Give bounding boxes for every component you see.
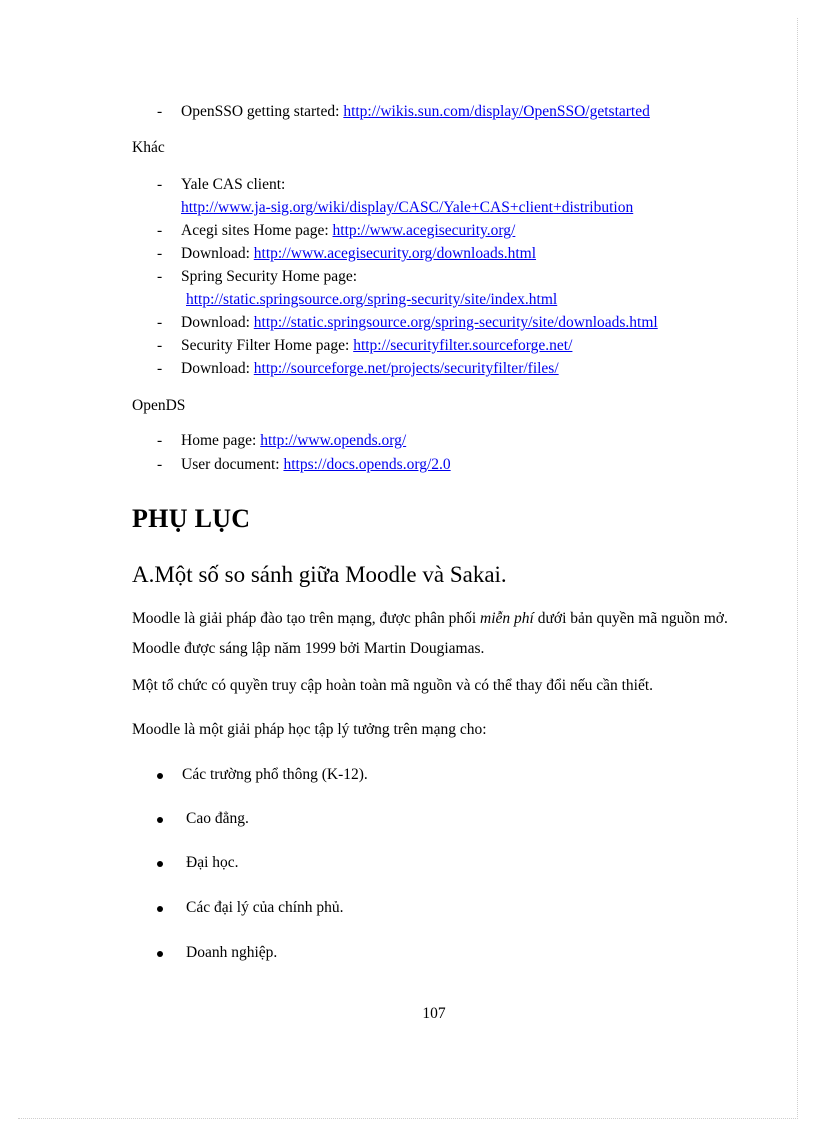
bullet-text: Doanh nghiệp. [186,944,278,961]
appendix-title: PHỤ LỤC [132,504,251,533]
dash-bullet: - [157,432,163,449]
ref-link[interactable]: https://docs.opends.org/2.0 [283,456,451,473]
ref-link[interactable]: http://www.opends.org/ [260,432,407,449]
ref-label: Download: [181,314,250,331]
ref-label: Download: [181,360,250,377]
dash-bullet: - [157,222,163,239]
dash-bullet: - [157,268,163,285]
dash-bullet: - [157,337,163,354]
bullet-text: Cao đẳng. [186,810,249,827]
dash-bullet: - [157,103,163,120]
bullet-text: Các đại lý của chính phủ. [186,899,344,916]
dash-bullet: - [157,176,163,193]
ref-label: Download: [181,245,250,262]
ref-link[interactable]: http://static.springsource.org/spring-security/site/downloads.html [253,314,658,331]
para-text: Moodle là giải pháp đào tạo trên mạng, được phân phối [132,610,481,627]
bullet-dot-icon [157,906,163,912]
ref-link[interactable]: http://securityfilter.sourceforge.net/ [353,337,573,354]
bullet-dot-icon [157,951,163,957]
bullet-dot-icon [157,773,163,779]
paragraph-moodle-audience: Moodle là một giải pháp học tập lý tưởng trên mạng cho: [132,721,487,738]
bullet-dot-icon [157,861,163,867]
ref-label: OpenSSO getting started: [181,103,340,120]
ref-link[interactable]: http://sourceforge.net/projects/securityfilter/files/ [253,360,559,377]
paragraph-moodle-intro [132,604,739,664]
dash-bullet: - [157,456,163,473]
ref-link[interactable]: http://www.acegisecurity.org/downloads.html [253,245,537,262]
paragraph-source-access: Một tổ chức có quyền truy cập hoàn toàn mã nguồn và có thể thay đổi nếu cần thiết. [132,677,654,694]
ref-label: Security Filter Home page: [181,337,350,354]
dash-bullet: - [157,360,163,377]
dash-bullet: - [157,314,163,331]
appendix-subtitle: A.Một số so sánh giữa Moodle và Sakai. [132,562,507,587]
para-text: dưới bản quyền mã nguồn mở. Moodle được sáng lập năm 1999 bởi Martin Dougiamas. [132,610,728,657]
section-heading-opends: OpenDS [132,397,186,414]
bullet-text: Các trường phổ thông (K-12). [182,766,368,783]
para-emphasis: miễn phí [480,610,534,627]
section-heading-khac: Khác [132,139,165,156]
page-number: 107 [422,1005,446,1022]
bullet-text: Đại học. [186,854,239,871]
ref-link[interactable]: http://static.springsource.org/spring-security/site/index.html [186,291,558,308]
bullet-dot-icon [157,817,163,823]
ref-label: User document: [181,456,280,473]
ref-link[interactable]: http://www.acegisecurity.org/ [332,222,516,239]
ref-label: Home page: [181,432,257,449]
dash-bullet: - [157,245,163,262]
ref-link[interactable]: http://wikis.sun.com/display/OpenSSO/getstarted [343,103,650,120]
ref-link[interactable]: http://www.ja-sig.org/wiki/display/CASC/Yale+CAS+client+distribution [181,199,634,216]
ref-label: Yale CAS client: [181,176,286,193]
ref-label: Spring Security Home page: [181,268,358,285]
ref-label: Acegi sites Home page: [181,222,329,239]
